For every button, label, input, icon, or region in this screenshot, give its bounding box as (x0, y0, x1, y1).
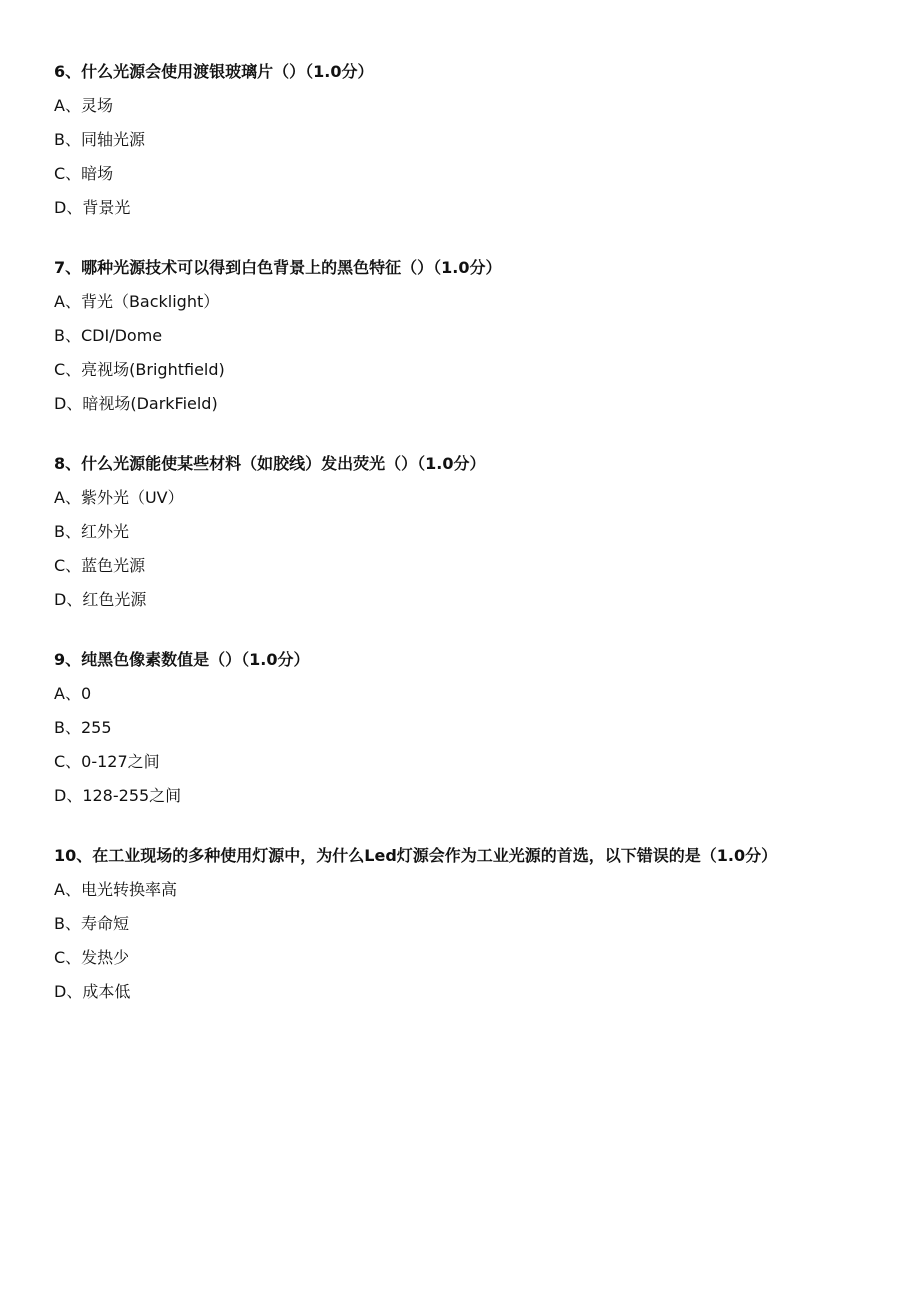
question-list (54, 60, 894, 1040)
option-d[interactable]: D、128-255之间 (54, 786, 182, 805)
option-b[interactable]: B、CDI/Dome (54, 326, 163, 345)
option-c[interactable]: C、亮视场(Brightfield) (54, 360, 225, 379)
option-d[interactable]: D、成本低 (54, 982, 131, 1001)
question-title: 9、纯黑色像素数值是（）（1.0分） (54, 650, 310, 669)
question-10 (54, 844, 894, 1014)
option-d[interactable]: D、暗视场(DarkField) (54, 394, 218, 413)
question-7 (54, 256, 894, 426)
option-d[interactable]: D、红色光源 (54, 590, 147, 609)
option-c[interactable]: C、蓝色光源 (54, 556, 146, 575)
option-a[interactable]: A、紫外光（UV） (54, 488, 184, 507)
option-b[interactable]: B、红外光 (54, 522, 129, 541)
option-b[interactable]: B、寿命短 (54, 914, 129, 933)
option-a[interactable]: A、背光（Backlight） (54, 292, 220, 311)
option-c[interactable]: C、暗场 (54, 164, 114, 183)
option-c[interactable]: C、0-127之间 (54, 752, 160, 771)
question-6 (54, 60, 894, 230)
option-d[interactable]: D、背景光 (54, 198, 131, 217)
question-8 (54, 452, 894, 622)
option-a[interactable]: A、灵场 (54, 96, 113, 115)
option-b[interactable]: B、255 (54, 718, 112, 737)
question-title: 6、什么光源会使用渡银玻璃片（）（1.0分） (54, 62, 374, 81)
question-9 (54, 648, 894, 818)
option-a[interactable]: A、0 (54, 684, 92, 703)
question-title: 10、在工业现场的多种使用灯源中，为什么Led灯源会作为工业光源的首选，以下错误的是（1.0分） (54, 846, 778, 865)
option-b[interactable]: B、同轴光源 (54, 130, 145, 149)
option-a[interactable]: A、电光转换率高 (54, 880, 177, 899)
option-c[interactable]: C、发热少 (54, 948, 130, 967)
question-title: 8、什么光源能使某些材料（如胶线）发出荧光（）（1.0分） (54, 454, 486, 473)
question-title: 7、哪种光源技术可以得到白色背景上的黑色特征（）（1.0分） (54, 258, 502, 277)
